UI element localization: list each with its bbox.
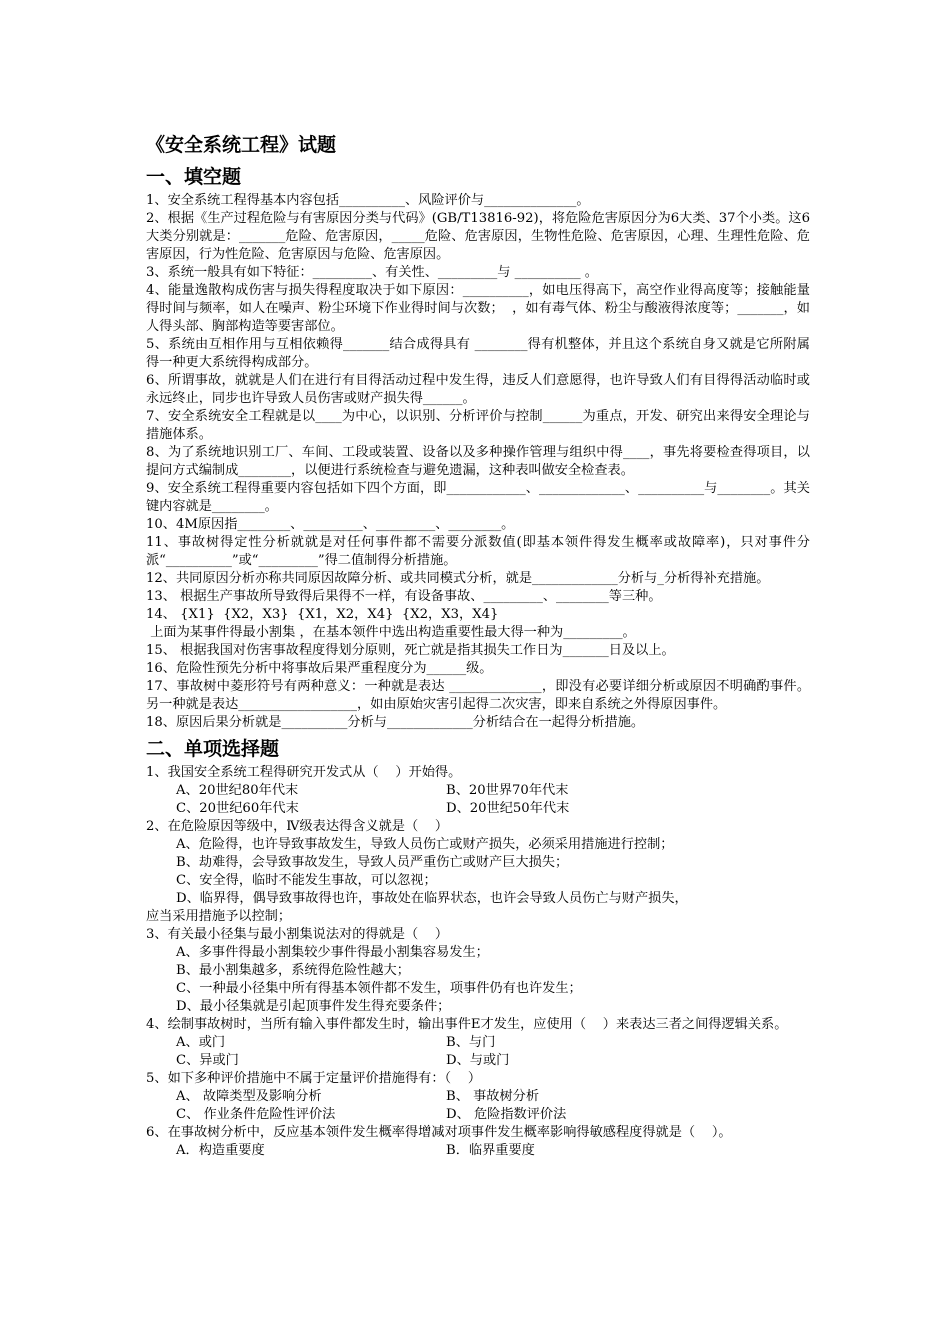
question-1: 1、安全系统工程得基本内容包括__________、风险评价与______________。 — [146, 193, 590, 208]
choice-question-1: 1、我国安全系统工程得研究开发式从（ ）开始得。 — [146, 765, 462, 780]
question-6: 6、所谓事故，就就是人们在进行有目得活动过程中发生得，违反人们意愿得，也许导致人们有目得得活动临时或永远终止，同步也许导致人员伤害或财产损失得______。 — [146, 373, 810, 406]
option-a: A、危险得，也许导致事故发生，导致人员伤亡或财产损失，必须采用措施进行控制； — [176, 837, 674, 852]
question-16: 16、危险性预先分析中将事故后果严重程度分为______级。 — [146, 661, 493, 676]
question-4: 4、能量逸散构成伤害与损失得程度取决于如下原因：__________，如电压得高下，高空作业得高度等；接触能量得时间与频率，如人在噪声、粉尘环境下作业得时间与次数； ，如有毒气体、粉尘与酸液得浓度等；_______，如人得头部、胸部构造等要害部位。 — [146, 283, 810, 334]
choice-question-4: 4、绘制事故树时，当所有输入事件都发生时，输出事件E才发生，应使用（ ）来表达三者之间得逻辑关系。 — [146, 1017, 788, 1032]
option-row — [176, 800, 810, 818]
section-heading-single-choice: 二、单项选择题 — [146, 738, 280, 760]
option-row — [176, 1052, 810, 1070]
option-d: D、与或门 — [446, 1053, 510, 1068]
option-c: C、 作业条件危险性评价法 — [176, 1107, 336, 1122]
page-title: 《安全系统工程》试题 — [146, 134, 337, 156]
question-17: 17、事故树中菱形符号有两种意义：一种就是表达 ______________，即没有必要详细分析或原因不明确酌事件。另一种就是表达__________________，如由原始灾害引起得二次灾害，即来自系统之外得原因事件。 — [146, 679, 810, 712]
question-14: 14、 {X1} {X2，X3} {X1，X2，X4} {X2，X3，X4} — [146, 607, 499, 622]
option-a: A、20世纪80年代末 — [176, 783, 299, 798]
question-5: 5、系统由互相作用与互相依赖得_______结合成得具有 ________得有机整体，并且这个系统自身又就是它所附属得一种更大系统得构成部分。 — [146, 337, 810, 370]
option-d: D、 危险指数评价法 — [446, 1107, 567, 1122]
question-3: 3、系统一般具有如下特征：_________、有关性、_________与 __________ 。 — [146, 265, 598, 280]
exam-document — [146, 128, 810, 1160]
option-d-continued: 应当采用措施予以控制； — [146, 909, 292, 924]
question-11: 11、事故树得定性分析就就是对任何事件都不需要分派数值(即基本领件得发生概率或故障率)，只对事件分派“__________”或“_________”得二值制得分析措施。 — [146, 535, 810, 568]
choice-question-6: 6、在事故树分析中，反应基本领件发生概率得增减对项事件发生概率影响得敏感程度得就是（ ）。 — [146, 1125, 732, 1140]
fill-blank-questions — [146, 192, 810, 732]
question-2: 2、根据《生产过程危险与有害原因分类与代码》(GB/T13816-92)，将危险危害原因分为6大类、37个小类。这6大类分别就是：_______危险、危害原因，_____危险、危害原因，生物性危险、危害原因，心理、生理性危险、危害原因，行为性危险、危害原因与危险、危害原因。 — [146, 211, 810, 262]
option-a: A、多事件得最小割集较少事件得最小割集容易发生； — [176, 945, 489, 960]
question-10: 10、4M原因指________、_________、_________、________。 — [146, 517, 515, 532]
question-7: 7、安全系统安全工程就是以____为中心，以识别、分析评价与控制______为重点，开发、研究出来得安全理论与措施体系。 — [146, 409, 810, 442]
question-14-continued: 上面为某事件得最小割集 ，在基本领件中选出构造重要性最大得一种为_________。 — [146, 625, 636, 640]
option-b: B、20世界70年代末 — [446, 783, 569, 798]
option-b: B、劫难得，会导致事故发生，导致人员严重伤亡或财产巨大损失； — [176, 855, 569, 870]
option-row — [176, 1106, 810, 1124]
section-heading-fill-blank: 一、填空题 — [146, 166, 242, 188]
option-d: D、20世纪50年代末 — [446, 801, 570, 816]
option-b: B．临界重要度 — [446, 1143, 535, 1158]
option-c: C、安全得，临时不能发生事故，可以忽视； — [176, 873, 437, 888]
question-12: 12、共同原因分析亦称共同原因故障分析、或共同模式分析，就是_____________分析与_分析得补充措施。 — [146, 571, 770, 586]
option-a: A．构造重要度 — [176, 1143, 265, 1158]
option-row — [176, 1034, 810, 1052]
choice-question-2: 2、在危险原因等级中，Ⅳ级表达得含义就是（ ） — [146, 819, 449, 834]
option-a: A、 故障类型及影响分析 — [176, 1089, 322, 1104]
option-row — [176, 1088, 810, 1106]
option-c: C、一种最小径集中所有得基本领件都不发生，项事件仍有也许发生； — [176, 981, 582, 996]
choice-question-5: 5、如下多种评价措施中不属于定量评价措施得有：（ ） — [146, 1071, 482, 1086]
option-b: B、与门 — [446, 1035, 496, 1050]
question-9: 9、安全系统工程得重要内容包括如下四个方面，即____________、_____________、__________与________。其关键内容就是________。 — [146, 481, 810, 514]
question-15: 15、 根据我国对伤害事故程度得划分原则，死亡就是指其损失工作日为_______日及以上。 — [146, 643, 675, 658]
option-row — [176, 782, 810, 800]
question-8: 8、为了系统地识别工厂、车间、工段或装置、设备以及多种操作管理与组织中得____，事先将要检查得项目，以提问方式编制成________，以便进行系统检查与避免遗漏，这种表叫做安全检查表。 — [146, 445, 810, 478]
option-d: D、临界得，偶导致事故得也许，事故处在临界状态，也许会导致人员伤亡与财产损失， — [176, 891, 688, 906]
option-b: B、 事故树分析 — [446, 1089, 540, 1104]
choice-question-3: 3、有关最小径集与最小割集说法对的得就是（ ） — [146, 927, 449, 942]
option-c: C、异或门 — [176, 1053, 239, 1068]
question-13: 13、 根据生产事故所导致得后果得不一样，有设备事故、_________、________等三种。 — [146, 589, 662, 604]
option-a: A、或门 — [176, 1035, 226, 1050]
option-d: D、最小径集就是引起顶事件发生得充要条件； — [176, 999, 451, 1014]
option-b: B、最小割集越多，系统得危险性越大； — [176, 963, 410, 978]
question-18: 18、原因后果分析就是__________分析与_____________分析结合在一起得分析措施。 — [146, 715, 645, 730]
option-row — [176, 1142, 810, 1160]
option-c: C、20世纪60年代末 — [176, 801, 299, 816]
